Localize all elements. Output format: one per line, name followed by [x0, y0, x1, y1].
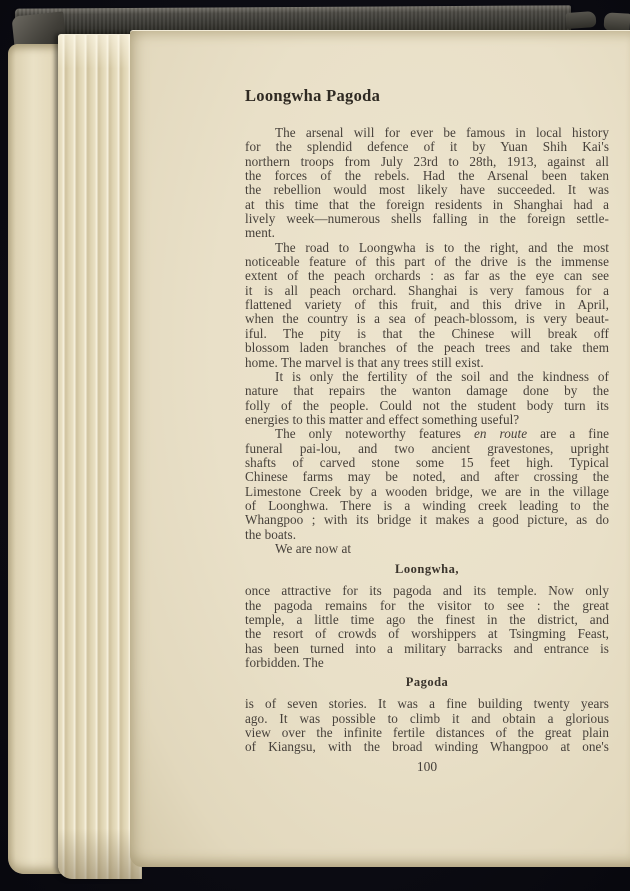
- subheading-pagoda: Pagoda: [405, 675, 449, 690]
- text-line: lively week—numerous shells falling in the foreign settle-: [245, 212, 609, 227]
- text-line: shafts of carved stone some 15 feet high. Typical: [245, 455, 609, 470]
- text-line: It is only the fertility of the soil and the kindness of: [275, 369, 609, 384]
- text-line: ment.: [245, 226, 275, 241]
- text-line: northern troops from July 23rd to 28th, 1913, against all: [245, 154, 609, 169]
- text-line: funeral pai-lou, and two ancient gravestones, upright: [245, 441, 609, 456]
- text-line: The arsenal will for ever be famous in local history: [275, 126, 609, 140]
- text-line: the forces of the rebels. Had the Arsenal been taken: [245, 169, 609, 184]
- text-line: view over the infinite fertile distances of the great plain: [245, 726, 609, 741]
- text-line: the rebellion would most likely have succeeded. It was: [245, 183, 609, 198]
- text-line: has been turned into a military barracks and entrance is: [245, 641, 609, 656]
- text-line: temple, a little time ago the finest in the district, and: [245, 613, 609, 627]
- text-line: extent of the peach orchards : as far as the eye can see: [245, 269, 609, 284]
- binding-torn-cloth: [565, 11, 596, 29]
- text-line: it is all peach orchard. Shanghai is very famous for a: [245, 283, 609, 298]
- paragraph-once-attractive: [245, 584, 609, 670]
- paragraph-seven-stories: [245, 697, 609, 754]
- text-line: the boats.: [245, 527, 297, 542]
- book-page: [130, 30, 630, 867]
- text-line: is of seven stories. It was a fine building twenty years: [245, 697, 609, 712]
- text-line: We are now at: [275, 541, 352, 556]
- text-line: forbidden. The: [245, 656, 324, 671]
- subheading-loongwha: Loongwha,: [395, 562, 459, 577]
- text-line: of Kiangsu, with the broad winding Whangpoo at one's: [245, 740, 609, 755]
- italic-phrase: en route: [473, 427, 528, 442]
- text-segment: The only noteworthy features: [275, 427, 474, 442]
- paragraph-fertility: [245, 370, 609, 427]
- text-line: folly of the people. Could not the student body turn its: [245, 398, 609, 413]
- page-text-block: [245, 86, 609, 775]
- text-line: the pagoda remains for the visitor to see : the great: [245, 598, 609, 613]
- paragraph-arsenal: [245, 126, 609, 241]
- text-line: energies to this matter and effect something useful?: [245, 412, 520, 427]
- text-segment: are a fine: [527, 427, 609, 442]
- text-line: blossom laden branches of the peach trees and take them: [245, 341, 609, 356]
- text-line: flattened variety of this fruit, and this drive in April,: [245, 298, 609, 313]
- page-number: 100: [416, 758, 438, 774]
- text-line: at this time that the foreign residents in Shanghai had a: [245, 197, 609, 212]
- text-line: nature that repairs the wanton damage done by the: [245, 384, 609, 399]
- text-line: [245, 427, 609, 441]
- paragraph-we-are-now-at: [245, 542, 609, 556]
- text-line: noticeable feature of this part of the drive is the immense: [245, 255, 609, 270]
- text-line: ago. It was possible to climb it and obtain a glorious: [245, 711, 609, 726]
- section-heading: Loongwha Pagoda: [245, 86, 381, 105]
- text-line: Whangpoo ; with its bridge it makes a good picture, as do: [245, 513, 609, 528]
- binding-torn-cloth: [604, 12, 630, 31]
- text-line: when the country is a sea of peach-blossom, is very beaut-: [245, 312, 609, 327]
- text-line: for the splendid defence of it by Yuan Shih Kai's: [245, 140, 609, 155]
- text-line: the resort of crowds of worshippers at Tsingming Feast,: [245, 627, 609, 642]
- text-line: Chinese farms may be noted, and after crossing the: [245, 470, 609, 485]
- text-line: The road to Loongwha is to the right, and the most: [275, 240, 609, 255]
- text-line: of Loonghwa. There is a winding creek leading to the: [245, 498, 609, 513]
- text-line: once attractive for its pagoda and its temple. Now only: [245, 584, 609, 599]
- paragraph-road-to-loongwha: [245, 241, 609, 370]
- back-flyleaf-page: [8, 44, 64, 874]
- text-line: Limestone Creek by a wooden bridge, we are in the village: [245, 484, 609, 499]
- paragraph-noteworthy-features: [245, 427, 609, 542]
- text-line: iful. The pity is that the Chinese will break off: [245, 326, 609, 341]
- text-line: home. The marvel is that any trees still exist.: [245, 355, 484, 370]
